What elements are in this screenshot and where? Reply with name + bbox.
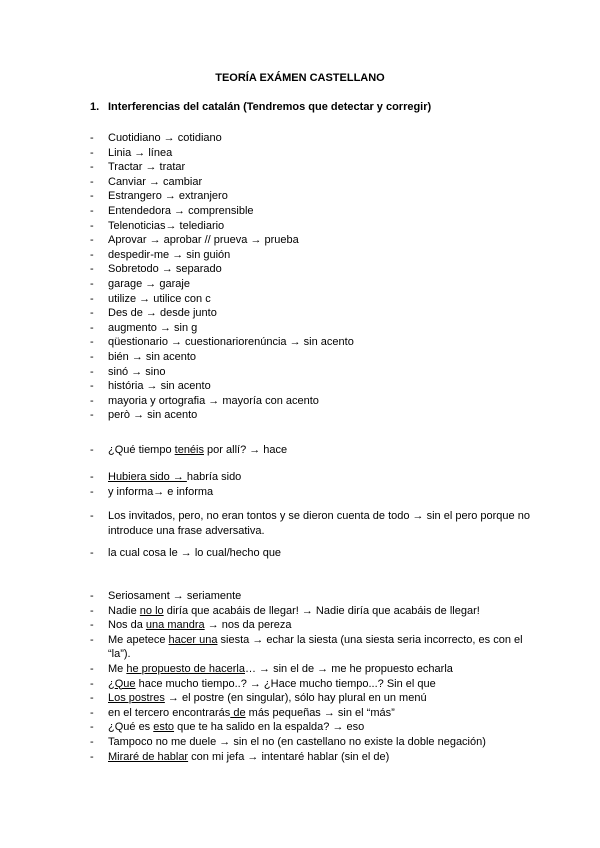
section-heading-text: Interferencias del catalán (Tendremos que detectar y corregir)	[108, 101, 432, 113]
list-item: - Aprovar → aprobar // prueva → prueba	[90, 234, 299, 247]
list-item: - utilize → utilice con c	[90, 292, 211, 305]
list-item: - Des de → desde junto	[90, 307, 217, 320]
list-item: - Los postres → el postre (en singular), sólo hay plural en un menú	[90, 692, 427, 705]
document-title: TEORÍA EXÁMEN CASTELLANO	[215, 72, 385, 84]
list-item: - Los invitados, pero, no eran tontos y se dieron cuenta de todo → sin el pero porque no introduce una frase adversativa.	[90, 510, 530, 537]
list-item: - Entendedora → comprensible	[90, 205, 254, 217]
list-item: - però → sin acento	[90, 409, 198, 422]
list-item: - Hubiera sido → habría sido	[90, 471, 242, 483]
list-item: - y informa→ e informa	[90, 485, 214, 498]
list-item: - Linia → línea	[90, 146, 173, 159]
list-item: - Me apetece hacer una siesta → echar la siesta (una siesta seria incorrecto, es con el “la”).	[90, 633, 523, 661]
list-item: - ¿Qué es esto que te ha salido en la espalda? → eso	[90, 721, 365, 734]
section-number: 1.	[90, 101, 100, 113]
list-item: - garage → garaje	[90, 278, 190, 290]
list-item: - augmento → sin g	[90, 321, 198, 334]
list-item: - sinó → sino	[90, 365, 166, 378]
list-item: - Canviar → cambiar	[90, 175, 203, 188]
list-item: - qüestionario → cuestionariorenúncia → sin acento	[90, 336, 354, 349]
list-item: - bién → sin acento	[90, 351, 197, 363]
list-item: - Cuotidiano → cotidiano	[90, 132, 222, 144]
list-item: - Estrangero → extranjero	[90, 190, 228, 203]
list-item: - ¿Qué tiempo tenéis por allí? → hace	[90, 444, 288, 456]
list-item: - Nos da una mandra → nos da pereza	[90, 619, 292, 632]
list-item: - Nadie no lo diría que acabáis de llegar! → Nadie diría que acabáis de llegar!	[90, 604, 480, 617]
section-heading	[90, 101, 431, 113]
list-item: - história → sin acento	[90, 380, 211, 393]
list-item: - Miraré de hablar con mi jefa → intentaré hablar (sin el de)	[90, 750, 390, 763]
list-item: - Me he propuesto de hacerla… → sin el de → me he propuesto echarla	[90, 663, 453, 675]
list-item: - despedir-me → sin guión	[90, 248, 231, 261]
list-item: - ¿Que hace mucho tiempo..? → ¿Hace mucho tiempo...? Sin el que	[90, 677, 436, 690]
list-item: - en el tercero encontrarás de más pequeñas → sin el “más”	[90, 706, 395, 719]
list-item: - mayoria y ortografia → mayoría con acento	[90, 394, 319, 407]
list-item: - Sobretodo → separado	[90, 263, 222, 276]
list-item: - Telenoticias→ telediario	[90, 219, 225, 232]
list-item: - Tampoco no me duele → sin el no (en castellano no existe la doble negación)	[90, 736, 486, 748]
list-item: - la cual cosa le → lo cual/hecho que	[90, 547, 282, 559]
list-item: - Seriosament → seriamente	[90, 590, 242, 602]
list-item: - Tractar → tratar	[90, 161, 186, 174]
